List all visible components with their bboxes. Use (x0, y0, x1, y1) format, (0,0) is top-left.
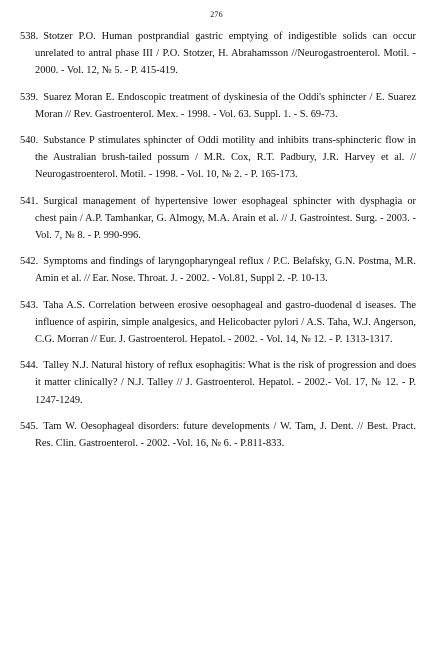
reference-text: Stotzer P.O. Human postprandial gastric emptying of indigestible solids can occur unrelated to antral phase III / P.O. Stotzer, H. Abrahamsson //Neurogastroenterol. Motil. - 2000. - Vol. 12, № 5. - P. 415-419. (35, 31, 416, 77)
reference-item (20, 297, 416, 349)
reference-item (20, 418, 416, 452)
reference-number: 539. (20, 91, 39, 103)
reference-item (20, 132, 416, 184)
reference-text: Talley N.J. Natural history of reflux esophagitis: What is the risk of progression and does it matter clinically? / N.J. Talley // J. Gastroenterol. Hepatol. - 2002.- Vol. 17, № 12. - P. 1247-1249. (35, 360, 416, 406)
reference-item (20, 253, 416, 287)
reference-number: 541. (20, 195, 39, 207)
reference-text: Symptoms and findings of laryngopharyngeal reflux / P.C. Belafsky, G.N. Postma, M.R. Amin et al. // Ear. Nose. Throat. J. - 2002. - Vol.81, Suppl 2. -P. 10-13. (35, 256, 416, 285)
reference-number: 544. (20, 360, 39, 372)
page-number: 276 (210, 10, 223, 19)
reference-item (20, 357, 416, 409)
reference-number: 540. (20, 135, 39, 147)
reference-number: 538. (20, 31, 39, 42)
reference-text: Substance P stimulates sphincter of Oddi motility and inhibits trans-sphincteric flow in the Australian brush-tailed possum / M.R. Cox, R.T. Padbury, J.R. Harvey et al. // Neurogastroenterol. Motil. - 1998. - Vol. 10, № 2. - P. 165-173. (35, 135, 416, 181)
reference-number: 542. (20, 256, 39, 268)
reference-text: Surgical management of hypertensive lower esophageal sphincter with dysphagia or chest pain / A.P. Tamhankar, G. Almogy, M.A. Arain et al. // J. Gastrointest. Surg. - 2003. - Vol. 7, № 8. - P. 990-996. (35, 195, 416, 242)
reference-text: Suarez Moran E. Endoscopic treatment of dyskinesia of the Oddi's sphincter / E. Suarez Moran // Rev. Gastroenterol. Mex. - 1998. - Vol. 63. Suppl. 1. - S. 69-73. (35, 91, 416, 120)
reference-list (20, 28, 416, 461)
reference-item (20, 89, 416, 123)
reference-text: Tam W. Oesophageal disorders: future developments / W. Tam, J. Dent. // Best. Pract. Res. Clin. Gastroenterol. - 2002. -Vol. 16, № 6. - P.811-833. (35, 420, 416, 450)
reference-number: 543. (20, 299, 39, 311)
reference-item (20, 193, 416, 245)
reference-number: 545. (20, 420, 39, 432)
reference-text: Taha A.S. Correlation between erosive oesophageal and gastro-duodenal d iseases. The influence of aspirin, simple analgesics, and Helicobacter pylori / A.S. Taha, W.J. Angerson, C.G. Morran // Eur. J. Gastroenterol. Hepatol. - 2002. - Vol. 14, № 12. - P. 1313-1317. (35, 299, 416, 346)
reference-item (20, 28, 416, 80)
